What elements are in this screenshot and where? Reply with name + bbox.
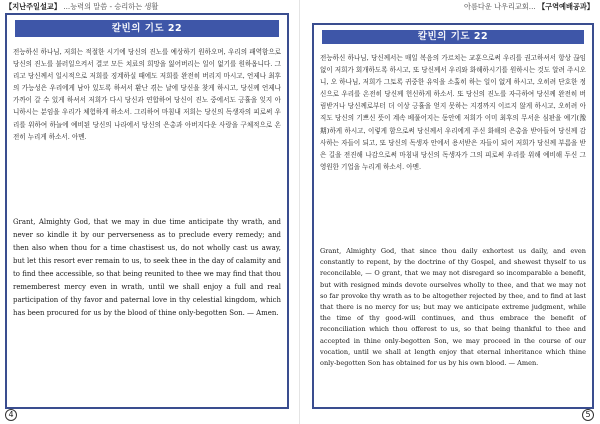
right-page-title: 칼빈의 기도 22 bbox=[322, 30, 584, 44]
spread-divider bbox=[299, 0, 300, 424]
header-left-section: 【지난주일설교】 bbox=[5, 2, 62, 11]
left-page-title: 칼빈의 기도 22 bbox=[15, 20, 279, 37]
right-page-number: 5 bbox=[582, 409, 594, 421]
left-page-frame bbox=[5, 13, 289, 409]
left-english-prayer: Grant, Almighty God, that we may in due time anticipate thy wrath, and never so kindle it by our perverseness as to preclude every remedy; and then also when thou for a time chastisest us, do not wholly cast us away, but let this resort ever remain to us, to seek thee in the day of calamity and to find thee accessible, so that being reunited to thee we may find that thou rememberest mercy even in wrath, until we shall enjoy a full and real participation of thy favor and paternal love in thy celestial kingdom, which has been procured for us by the blood of thine only-begotten Son. — Amen. bbox=[13, 218, 281, 317]
header-left bbox=[5, 1, 158, 12]
left-korean-prayer: 전능하신 하나님, 저희는 적절한 시기에 당신의 진노를 예상하기 원하오며, 우리의 패역함으로 당신의 진노를 불러일으켜서 결코 모든 치료의 희망을 잃어버리는 일이 없기를 원하옵니다. 그리고 당신께서 일시적으로 저희를 징계하실 때에도 저희를 완전히 버리지 마시고, 언제나 최후의 가능성은 우리에게 남아 있도록 하셔서 환난 겪는 날에 당신을 찾게 하시고, 당신께 언제나 가까이 갈 수 있게 하셔서 저희가 다시 당신과 연합하여 당신이 진노 중에서도 긍휼을 잊지 아니하시는 분임을 우리가 체험하게 하소서. 그리하여 마침내 저희는 당신의 독생자의 피로써 우리를 위하여 하늘에 예비된 당신의 나라에서 당신의 은총과 아버지다운 사랑을 구체적으로 온전히 누리게 하소서. 아멘. bbox=[13, 48, 281, 141]
header-right bbox=[464, 1, 594, 12]
header-right-section: 【구역예배공과】 bbox=[537, 2, 594, 11]
right-page-frame bbox=[312, 23, 594, 409]
left-page-number: 4 bbox=[5, 409, 17, 421]
header-left-subtitle: ...능력의 말씀 - 승리하는 생활 bbox=[63, 2, 159, 11]
right-korean-prayer: 전능하신 하나님, 당신께서는 매일 복음의 가르치는 교훈으로써 우리를 권고하셔서 항상 끊임없이 저희가 회개하도록 하시고, 또 당신께서 우리와 화해하시기를 원하시는 것도 알려 주시오니, 오 하나님, 저희가 그토록 귀중한 유익을 소홀히 하는 일이 없게 하시고, 오히려 단호한 정신으로 우리를 온전히 당신께 헌신하게 하소서. 또 당신의 진노를 자극하여 당신께 완전히 버림받거나 당신께로부터 더 이상 긍휼을 얻지 못하는 지경까지 이르지 않게 하시고, 오히려 아직도 당신의 기쁘신 뜻이 계속 베풀어지는 동안에 저희가 이미 최후의 무서운 심판을 예기(豫期)하게 하시고, 이렇게 함으로써 당신께서 우리에게 주신 화해의 은총을 받아들여 당신께 감사하는 자들이 되고, 또 당신의 독생자 안에서 용서받은 자들이 되어 저희가 당신께 부름을 받은 길을 전진해 나감으로써 마침내 당신의 독생자가 그의 피로써 우리를 위해 예비해 두신 그 영원한 기업을 누리게 하소서. 아멘. bbox=[320, 54, 586, 171]
header-right-subtitle: 아름다운 나우리교회... bbox=[464, 2, 536, 11]
right-english-prayer: Grant, Almighty God, that since thou daily exhortest us daily, and even constantly to repent, by the doctrine of thy Gospel, and shewest thyself to us reconcilable, — O grant, that we may not disregard so incomparable a benefit, but with resigned minds devote ourselves wholly to thee, and that we may not so far provoke thy wrath as to be altogether rejected by thee, and to find at last that there is no mercy for us; but may we anticipate extreme judgment, while the time of thy good-will continues, and thus embrace the benefit of reconciliation which thou offerest to us, so that being thankful to thee and accepted in thine only-begotten Son, we may proceed in the course of our vocation, until we shall at length enjoy that eternal inheritance which thine only-begotten Son has obtained for us by his own blood. — Amen. bbox=[320, 247, 586, 368]
